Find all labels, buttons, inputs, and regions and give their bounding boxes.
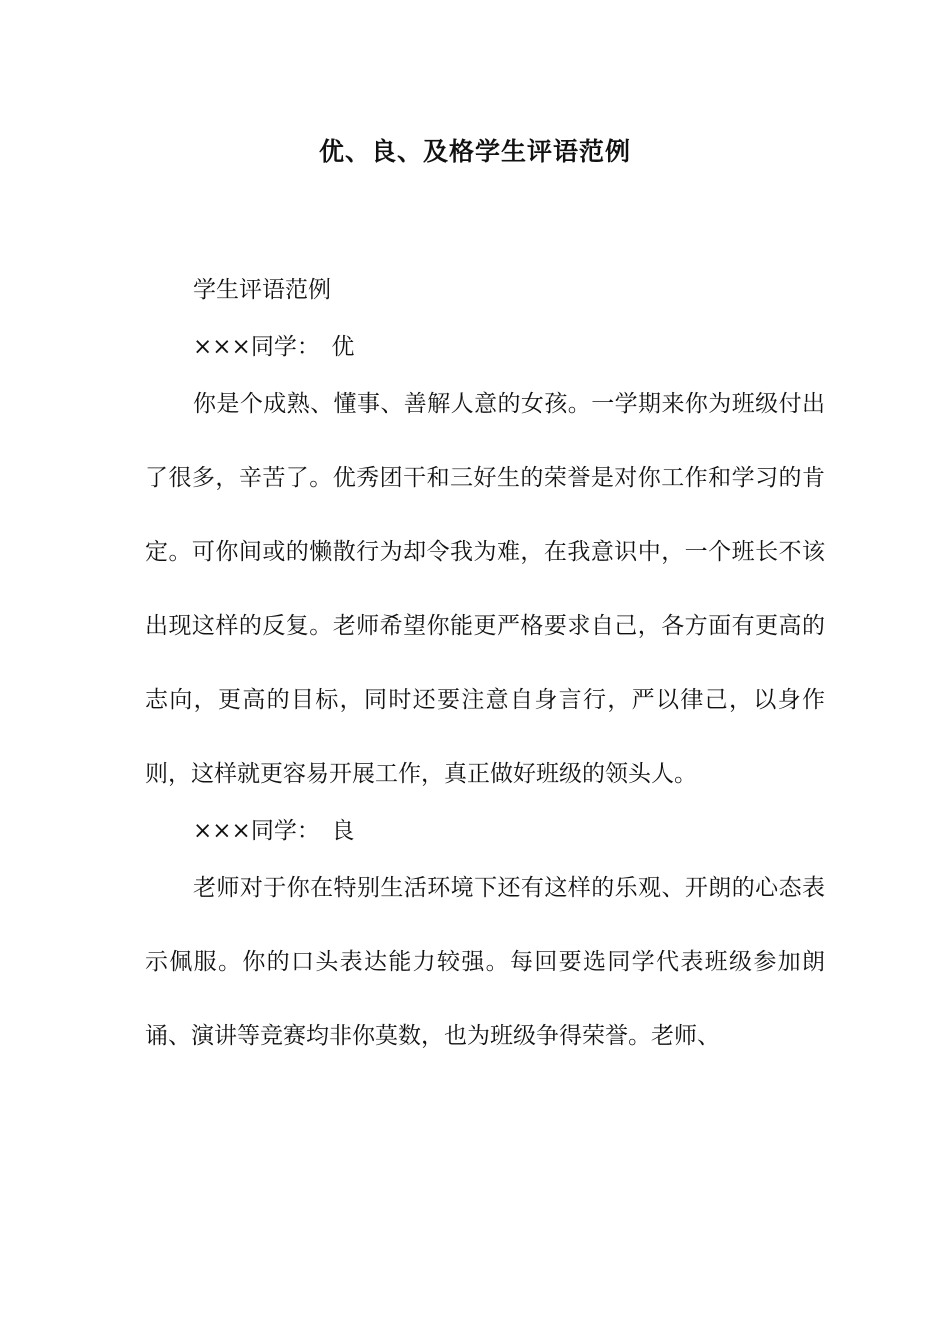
comment-paragraph-excellent: 你是个成熟、懂事、善解人意的女孩。一学期来你为班级付出了很多，辛苦了。优秀团干和三好生的荣誉是对你工作和学习的肯定。可你间或的懒散行为却令我为难，在我意识中，一个班长不该出现这样的反复。老师希望你能更严格要求自己，各方面有更高的志向，更高的目标，同时还要注意自身言行，严以律己，以身作则，这样就更容易开展工作，真正做好班级的领头人。 <box>145 391 825 787</box>
comment-paragraph-good: 老师对于你在特别生活环境下还有这样的乐观、开朗的心态表示佩服。你的口头表达能力较强。每回要选同学代表班级参加朗诵、演讲等竞赛均非你莫数，也为班级争得荣誉。老师、 <box>145 875 825 1049</box>
student-label-excellent: ×××同学： 优 <box>193 334 355 360</box>
document-body <box>145 253 825 1073</box>
student-label-good: ×××同学： 良 <box>193 818 355 844</box>
document-title: 优、良、及格学生评语范例 <box>318 137 631 166</box>
section-heading: 学生评语范例 <box>193 277 331 303</box>
